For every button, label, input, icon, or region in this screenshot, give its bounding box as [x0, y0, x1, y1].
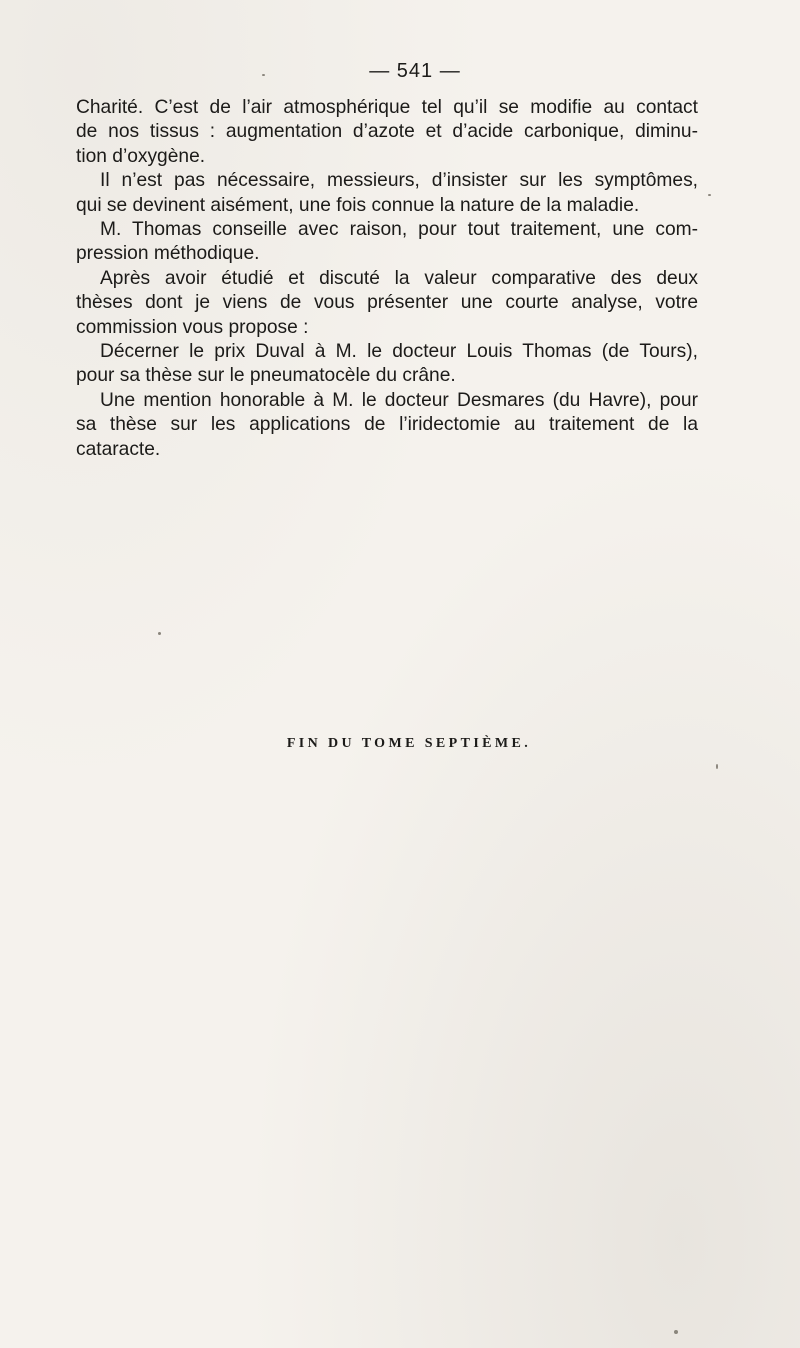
text-line: Charité. C’est de l’air atmosphérique tel qu’il se modifie au contact [76, 97, 698, 118]
text-line: cataracte. [76, 438, 161, 460]
text-line: thèses dont je viens de vous présenter une courte analyse, votre [76, 292, 698, 314]
text-line: qui se devinent aisément, une fois connue la nature de la maladie. [76, 194, 640, 216]
paper-speck [158, 632, 161, 635]
end-of-volume-note: FIN DU TOME SEPTIÈME. [286, 736, 532, 751]
paper-speck [708, 194, 711, 196]
text-line: pression méthodique. [76, 243, 260, 265]
text-line: Une mention honorable à M. le docteur Desmares (du Havre), pour [100, 389, 698, 411]
page-number: — 541 — [369, 60, 461, 82]
paper-speck [674, 1330, 678, 1334]
text-line: commission vous propose : [76, 316, 309, 338]
text-line: pour sa thèse sur le pneumatocèle du crâne. [76, 365, 456, 387]
paper-speck [716, 764, 718, 769]
text-line: de nos tissus : augmentation d’azote et d’acide carbonique, diminu- [76, 121, 698, 143]
text-line: M. Thomas conseille avec raison, pour tout traitement, une com- [100, 219, 698, 241]
body-text [76, 96, 698, 462]
text-line: Décerner le prix Duval à M. le docteur Louis Thomas (de Tours), [100, 341, 698, 363]
text-line: Après avoir étudié et discuté la valeur comparative des deux [100, 267, 698, 289]
text-line: sa thèse sur les applications de l’iridectomie au traitement de la [76, 414, 698, 436]
paper-speck [262, 74, 265, 76]
text-line: tion d’oxygène. [76, 145, 206, 167]
text-line: Il n’est pas nécessaire, messieurs, d’insister sur les symptômes, [100, 170, 698, 192]
